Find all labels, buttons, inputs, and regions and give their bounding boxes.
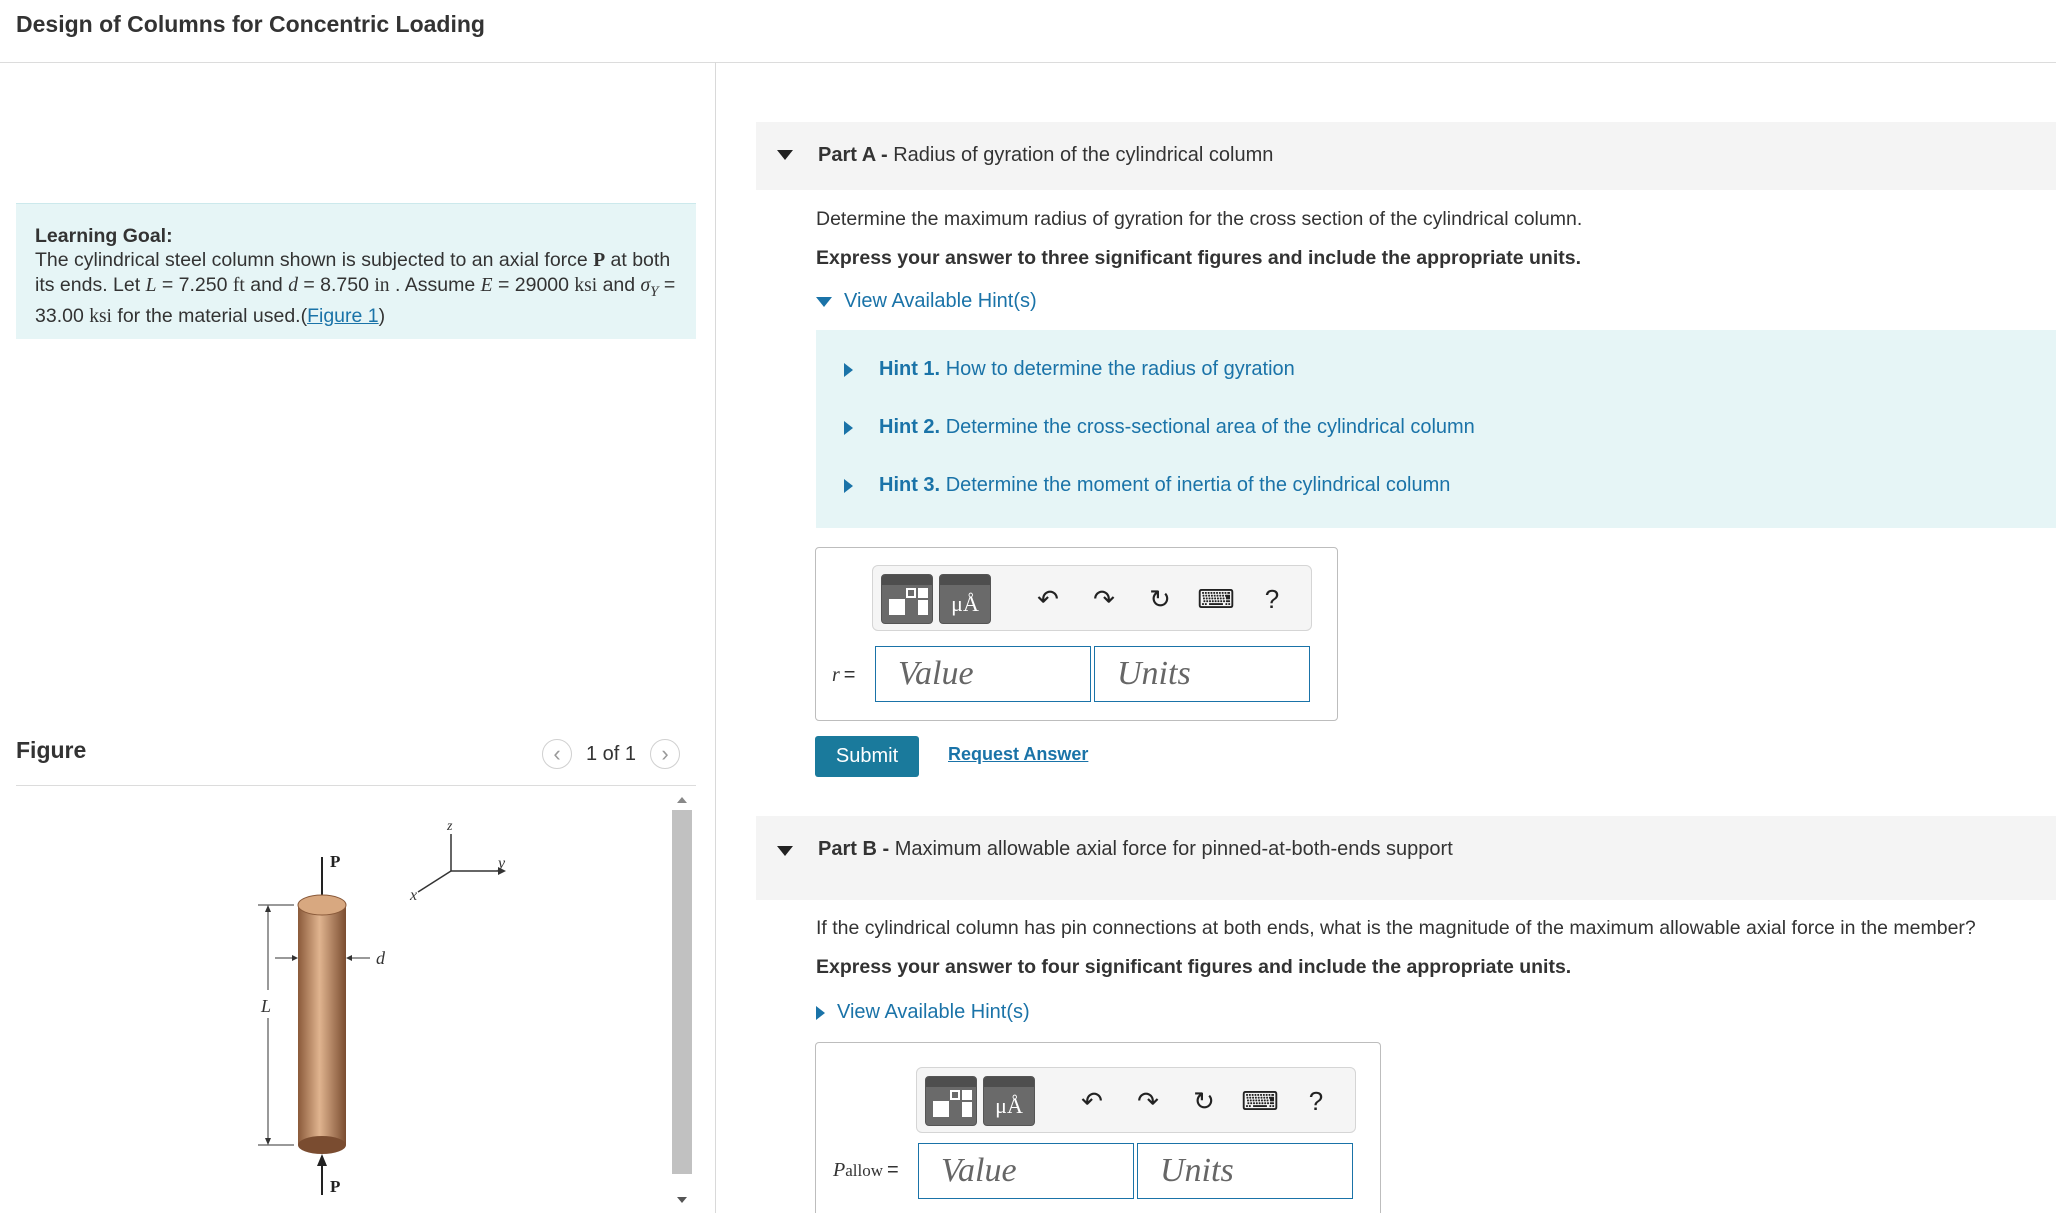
learning-goal-panel <box>16 203 696 339</box>
hints-panel <box>816 330 2056 528</box>
caret-right-icon <box>816 1006 825 1020</box>
units-field[interactable] <box>1095 647 1309 701</box>
scroll-up-icon[interactable] <box>672 790 692 810</box>
units-button[interactable]: μÅ <box>939 574 991 624</box>
keyboard-icon[interactable]: ⌨ <box>1197 583 1235 614</box>
keyboard-icon[interactable]: ⌨ <box>1241 1085 1279 1116</box>
x-axis <box>418 871 451 892</box>
hint-item[interactable]: Hint 1. How to determine the radius of gyration <box>844 358 1295 381</box>
math-toolbar <box>916 1067 1356 1133</box>
length-arrow-top <box>265 905 271 912</box>
column-figure <box>240 800 560 1213</box>
variable-label: r = <box>832 664 856 686</box>
diameter-label: d <box>376 948 385 968</box>
part-b-instruction: Express your answer to four significant figures and include the appropriate units. <box>816 956 1572 978</box>
value-input[interactable] <box>875 646 1091 702</box>
caret-right-icon <box>844 479 853 493</box>
collapse-caret-icon[interactable] <box>777 150 793 160</box>
figure-divider <box>16 785 696 786</box>
hint-item[interactable]: Hint 3. Determine the moment of inertia of the cylindrical column <box>844 474 1450 497</box>
z-label: z <box>447 819 453 834</box>
caret-down-icon <box>816 297 832 307</box>
help-icon[interactable]: ? <box>1308 1085 1324 1116</box>
header-bar <box>0 0 2056 63</box>
math-toolbar <box>872 565 1312 631</box>
diameter-arrow-right <box>346 955 352 961</box>
reset-icon[interactable]: ↻ <box>1149 583 1171 614</box>
force-label-top: P <box>330 852 341 871</box>
caret-right-icon <box>844 421 853 435</box>
part-b-answer-box <box>815 1042 1381 1213</box>
submit-button[interactable]: Submit <box>815 736 919 777</box>
figure-page-indicator: 1 of 1 <box>586 742 637 765</box>
part-b-question: If the cylindrical column has pin connections at both ends, what is the magnitude of the maximum allowable axial force in the member? <box>816 917 1976 939</box>
value-field[interactable] <box>919 1144 1133 1198</box>
units-button[interactable]: μÅ <box>983 1076 1035 1126</box>
scrollbar-thumb[interactable] <box>672 810 692 1174</box>
reset-icon[interactable]: ↻ <box>1193 1085 1215 1116</box>
figure-scrollbar[interactable] <box>672 790 692 1213</box>
part-a-answer-box <box>815 547 1338 721</box>
y-label: y <box>498 855 506 872</box>
templates-button[interactable] <box>925 1076 977 1126</box>
undo-icon[interactable]: ↶ <box>1037 583 1059 614</box>
prev-figure-button[interactable] <box>542 739 572 769</box>
part-a-title: Part A - Radius of gyration of the cylindrical column <box>818 144 1274 166</box>
force-arrowhead-bottom <box>317 1154 327 1166</box>
variable-label: Pallow = <box>833 1159 899 1181</box>
undo-icon[interactable]: ↶ <box>1081 1085 1103 1116</box>
length-arrow-bottom <box>265 1138 271 1145</box>
page-title: Design of Columns for Concentric Loading <box>16 11 485 37</box>
units-field[interactable] <box>1138 1144 1352 1198</box>
request-answer-link[interactable]: Request Answer <box>948 744 1089 764</box>
part-a-hints-toggle[interactable]: View Available Hint(s) <box>816 290 1037 313</box>
part-a-question: Determine the maximum radius of gyration for the cross section of the cylindrical column. <box>816 208 1583 230</box>
scroll-down-icon[interactable] <box>672 1190 692 1210</box>
collapse-caret-icon[interactable] <box>777 846 793 856</box>
part-b-header[interactable] <box>756 816 2056 900</box>
redo-icon[interactable]: ↷ <box>1093 583 1115 614</box>
help-icon[interactable]: ? <box>1264 583 1280 614</box>
column-top-face <box>298 895 346 915</box>
redo-icon[interactable]: ↷ <box>1137 1085 1159 1116</box>
part-b-title: Part B - Maximum allowable axial force for pinned-at-both-ends support <box>818 838 1453 860</box>
column-body <box>298 905 346 1145</box>
column-bottom-face <box>298 1136 346 1154</box>
caret-right-icon <box>844 363 853 377</box>
figure-heading: Figure <box>16 737 87 763</box>
next-figure-button[interactable] <box>650 739 680 769</box>
learning-goal-heading: Learning Goal: <box>35 225 173 247</box>
length-label: L <box>261 996 272 1016</box>
value-input[interactable] <box>918 1143 1134 1199</box>
learning-goal-text: The cylindrical steel column shown is subjected to an axial force P at both its ends. Let L = 7.250 ft and d = 8.750 in . Assume E = 29000 ksi and $\sigma_Y = 33.00$ ksi for the material used.(Figure 1) <box>35 249 676 327</box>
chevron-right-icon: › <box>661 741 669 766</box>
force-label-bottom: P <box>330 1177 341 1196</box>
x-label: x <box>410 887 418 904</box>
figure-1-link[interactable]: Figure 1 <box>307 304 379 327</box>
part-a-instruction: Express your answer to three significant figures and include the appropriate units. <box>816 247 1581 269</box>
value-field[interactable] <box>876 647 1090 701</box>
units-input[interactable] <box>1137 1143 1353 1199</box>
figure-pager <box>542 737 680 771</box>
chevron-left-icon: ‹ <box>553 741 561 766</box>
part-b-hints-toggle[interactable]: View Available Hint(s) <box>816 1001 1030 1024</box>
units-input[interactable] <box>1094 646 1310 702</box>
diameter-arrow-left <box>292 955 298 961</box>
hint-item[interactable]: Hint 2. Determine the cross-sectional area of the cylindrical column <box>844 416 1475 439</box>
part-a-header[interactable] <box>756 122 2056 190</box>
column-divider <box>715 62 716 1213</box>
templates-button[interactable] <box>881 574 933 624</box>
